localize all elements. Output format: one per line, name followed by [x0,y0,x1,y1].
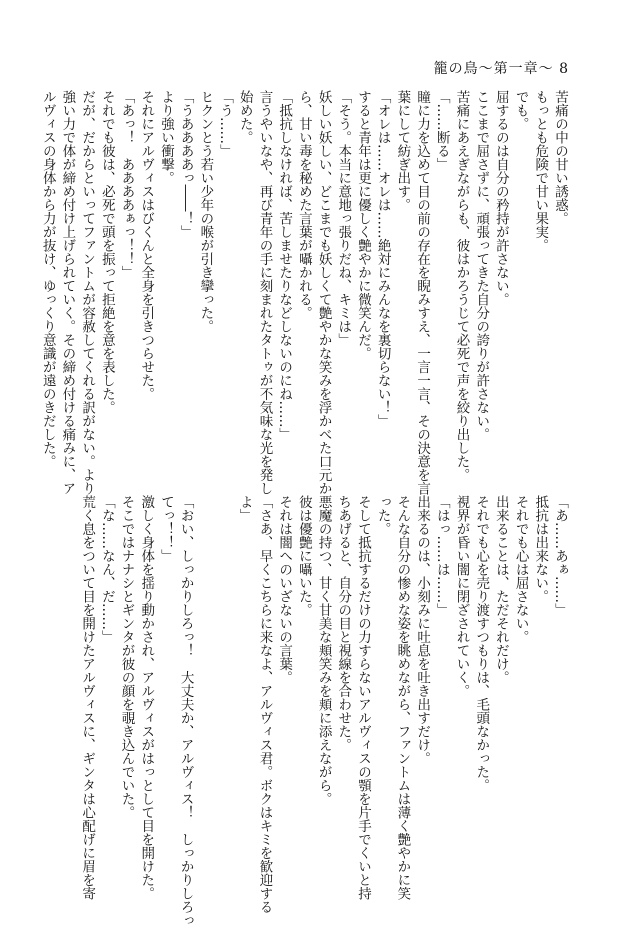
text-line: 「……断る」 [433,90,450,171]
text-line: もっとも危険で甘い果実。 [532,90,549,252]
text-line: 出来ることは、ただそれだけ。 [492,495,509,684]
text-block-bottom [76,495,569,927]
text-line: 出来るのは、小刻みに吐息を吐き出すだけ。 [414,495,431,765]
text-line: それでも心は屈さない。 [512,495,529,644]
text-line: それは闇へのいざないの言葉。 [276,495,293,684]
text-line: 葉にして紡ぎ出す。 [394,90,411,212]
text-line: それでも心を売り渡すつもりは、毛頭なかった。 [473,495,490,792]
text-line: ここまで屈さずに、頑張ってきた自分の誇りが許さない。 [473,90,490,441]
text-line: 「な……なん、だ……」 [98,495,115,644]
text-line: ちあげると、自分の目と視線を合わせた。 [335,495,352,752]
text-line: った。 [374,495,391,536]
text-line: 「う……」 [217,90,234,158]
text-line: 「オレは……オレは……絶対にみんなを裏切らない！」 [374,90,391,428]
text-line: 言うやいなや、再び青年の手に刻まれたタトゥが不気味な光を発し [256,90,273,495]
text-line: それにアルヴィスはびくんと全身を引きつらせた。 [138,90,155,401]
page-header [434,58,569,78]
text-line: 「うああああっ――！」 [177,90,194,239]
text-line [214,495,234,840]
running-title: 籠の鳥〜第一章〜 [433,61,554,77]
text-line [195,495,215,840]
text-line: より強い衝撃。 [157,90,174,185]
text-line: 強い力で体が締め付け上げられていく。その締め付ける痛みに、ア [59,90,76,495]
text-line: ら、甘い毒を秘めた言葉が囁かれる。 [295,90,312,320]
text-block-top [37,90,569,495]
text-line: そこではナナシとギンタが彼の顔を覗き込んでいた。 [118,495,135,819]
text-line: 「さあ、早くこちらに来なよ、アルヴィス君。ボクはキミを歓迎する [256,495,273,914]
text-line: そして抵抗するだけの力すらないアルヴィスの顎を片手でくいと持 [354,495,371,900]
text-line: 「はっ……は……」 [433,495,450,617]
text-line: 悪魔の持つ、甘く甘美な頬笑みを頬に添えながら。 [315,495,332,806]
text-line: 屈するのは自分の矜持が許さない。 [492,90,509,306]
text-line: だが、だからといってファントムが容赦してくれる訳がない。より [79,90,96,495]
text-line: それでも彼は、必死で頭を振って拒絶を意を表した。 [98,90,115,414]
text-line: 瞳に力を込めて目の前の存在を睨みすえ、一言一言、その決意を言 [414,90,431,495]
text-line: よ」 [236,495,253,522]
text-line: ルヴィスの身体から力が抜け、ゆっくり意識が遠のきだした。 [39,90,56,468]
text-line: すると青年は更に優しく艶やかに微笑んだ。 [354,90,371,360]
text-line: 「あ……あぁ……」 [552,495,568,617]
page-number: 8 [559,61,569,77]
text-line: 「おい、しっかりしろっ！ 大丈夫か、アルヴィス！ しっかりしろっ [177,495,194,927]
text-line: 妖しい妖しい、どこまでも妖しくて艶やかな笑みを浮かべた口元か [315,90,332,495]
text-line: 苦痛の中の甘い誘惑。 [552,90,568,225]
text-line: 激しく身体を揺り動かされ、アルヴィスがはっとして目を開けた。 [138,495,155,900]
text-line: 荒く息をついて目を開けたアルヴィスに、ギンタは心配げに眉を寄 [79,495,96,900]
text-line: 「そう。本当に意地っ張りだね、キミは」 [335,90,352,347]
text-line: ヒクンとう若い少年の喉が引き攣った。 [197,90,214,333]
text-line: 彼は優艶に囁いた。 [295,495,312,617]
text-line: でも。 [512,90,529,131]
text-line: そんな自分の惨めな姿を眺めながら、ファントムは薄く艶やかに笑 [394,495,411,900]
text-line: 抵抗は出来ない。 [532,495,549,603]
text-line: 「抵抗しなければ、苦しませたりなどしないのにね……」 [276,90,293,441]
text-line: てっ！！」 [157,495,174,563]
text-line: 始めた。 [236,90,253,144]
text-line: 「あっ！ ああああぁっ！！」 [118,90,135,279]
text-line: 苦痛にあえぎながらも、彼はかろうじて必死で声を絞り出した。 [453,90,470,482]
text-line: 視界が昏い闇に閉ざされていく。 [453,495,470,698]
